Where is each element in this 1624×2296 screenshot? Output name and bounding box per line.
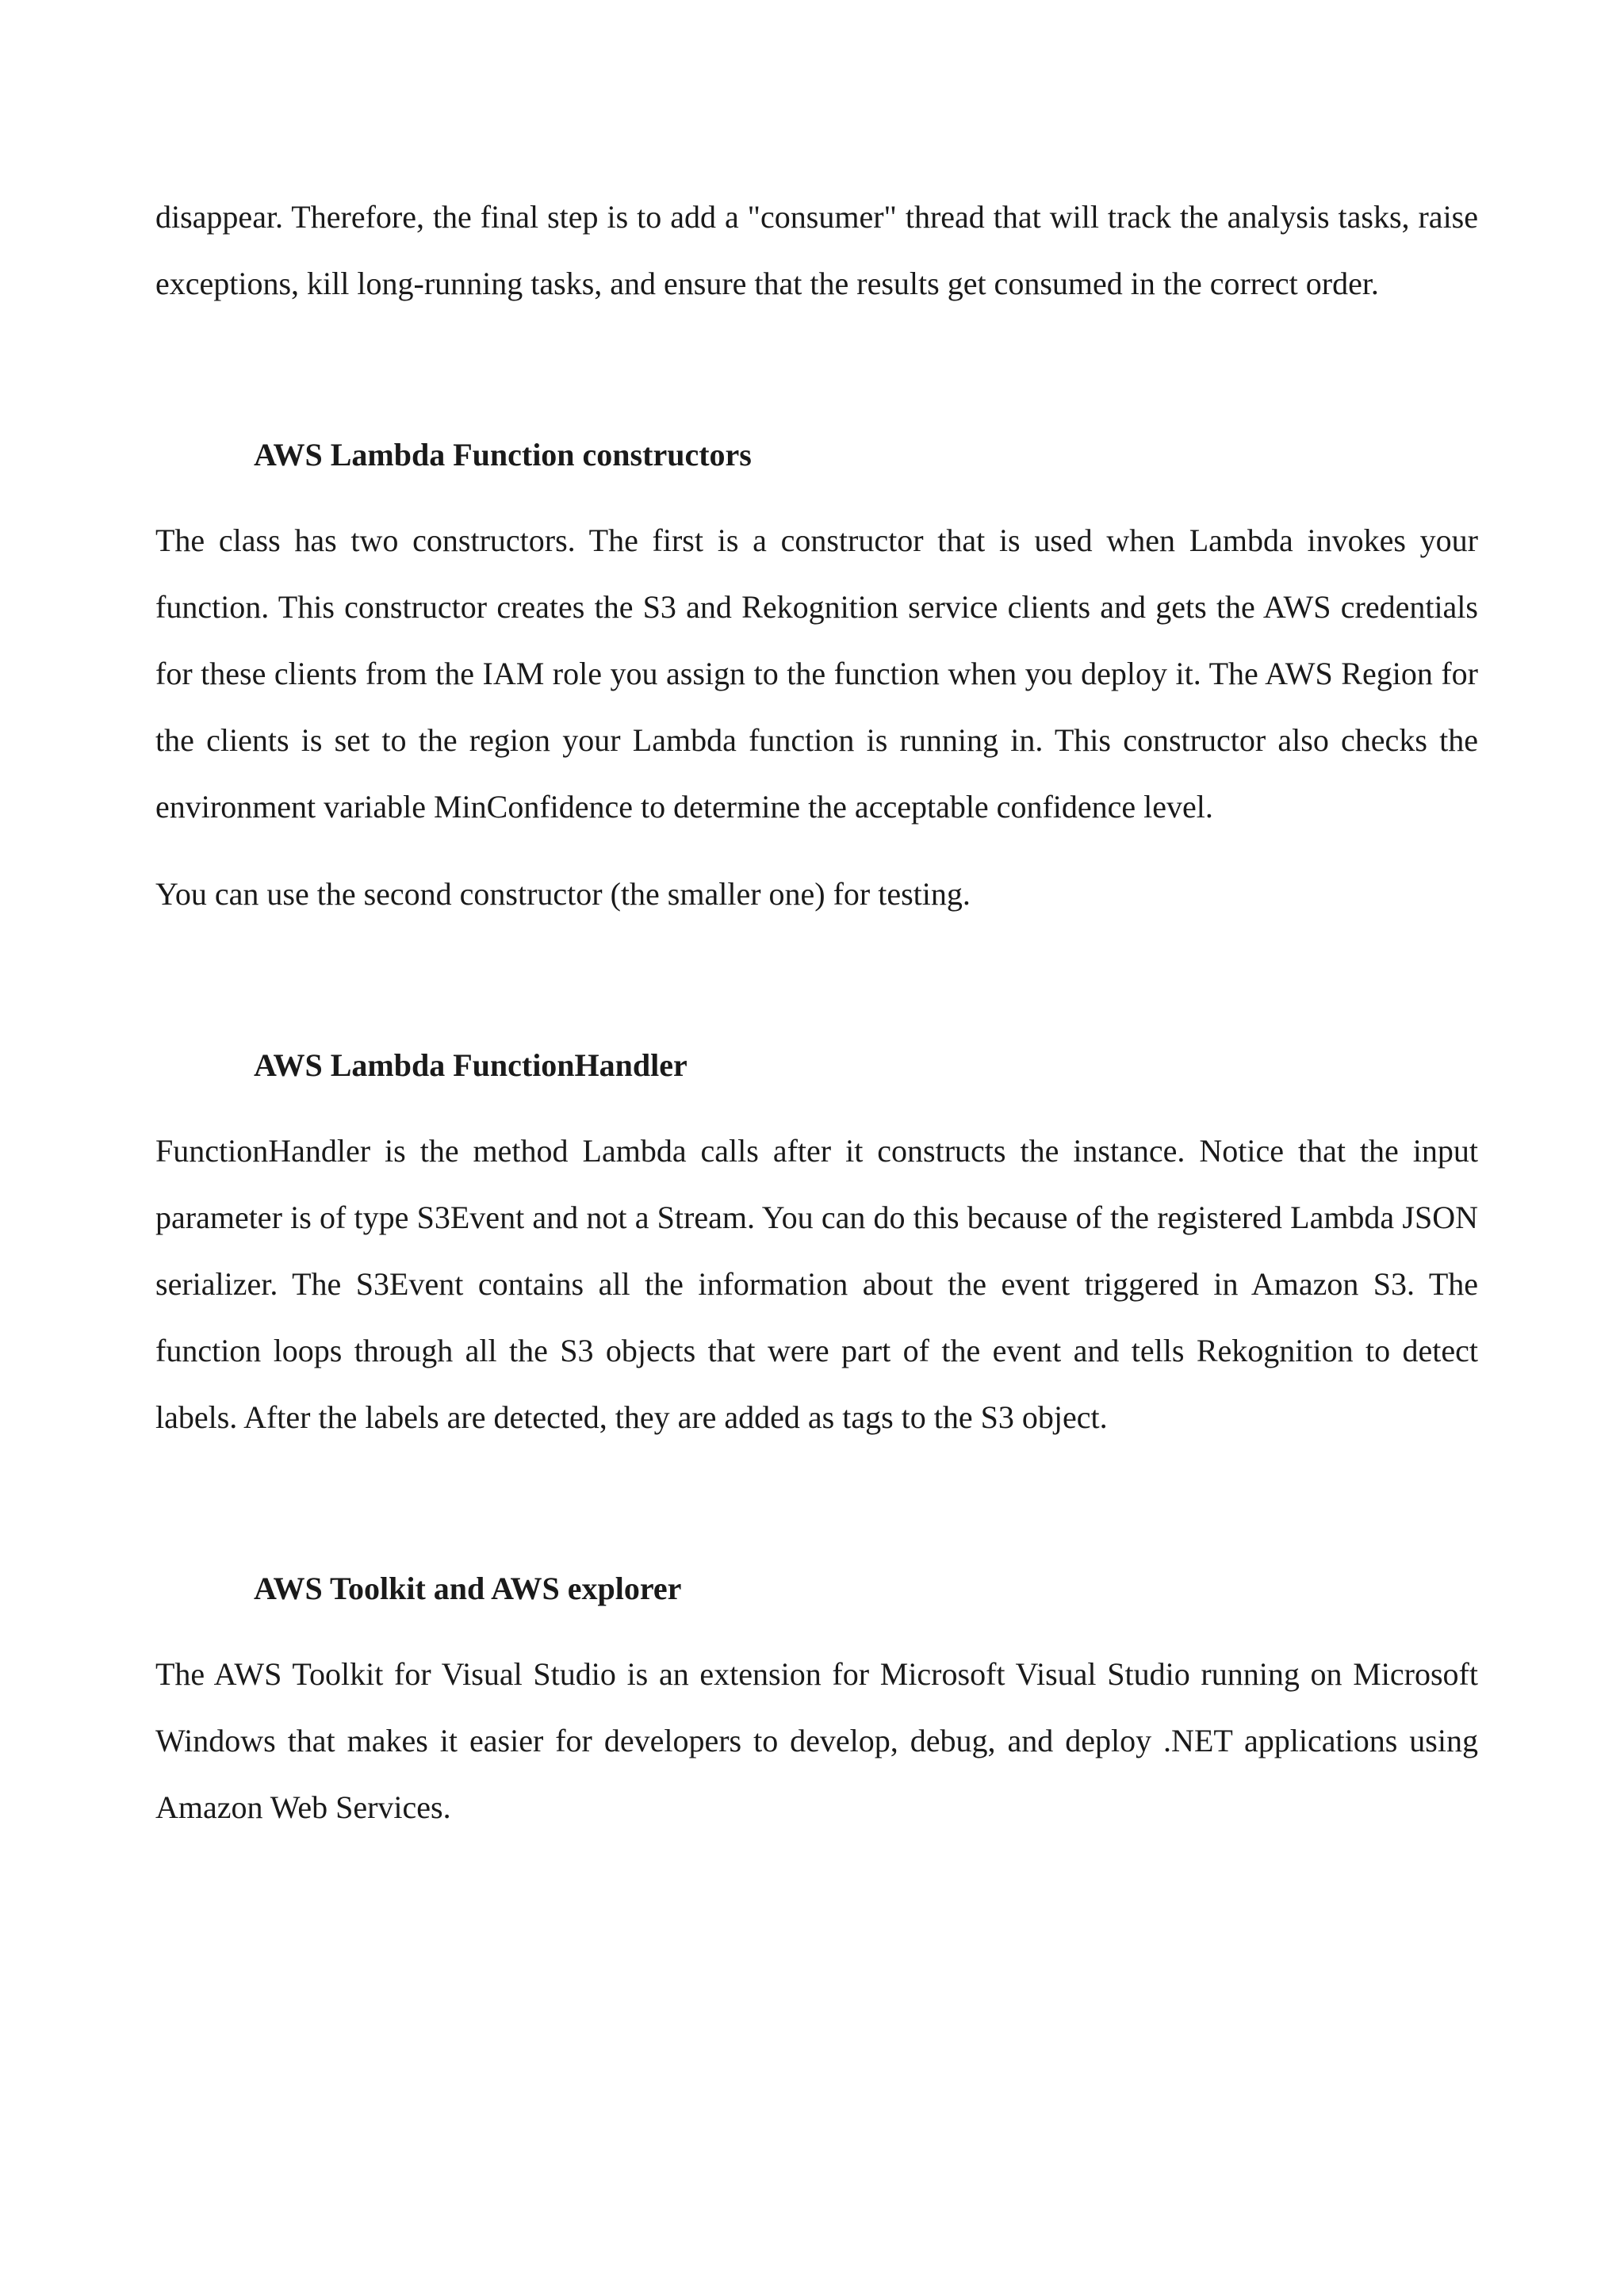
section-spacer bbox=[155, 928, 1478, 1032]
body-paragraph: You can use the second constructor (the smaller one) for testing. bbox=[155, 876, 971, 912]
section-heading: AWS Lambda FunctionHandler bbox=[254, 1047, 688, 1083]
section-heading: AWS Lambda Function constructors bbox=[254, 437, 752, 473]
section-aws-toolkit bbox=[155, 1556, 1478, 1841]
body-paragraph: The AWS Toolkit for Visual Studio is an extension for Microsoft Visual Studio running on Microsoft Windows that makes it easier for developers to develop, debug, and deploy .NET applications using Amazon Web Services. bbox=[155, 1656, 1478, 1825]
section-spacer bbox=[155, 317, 1478, 422]
body-paragraph: FunctionHandler is the method Lambda calls after it constructs the instance. Notice that the input parameter is of type S3Event and not a Stream. You can do this because of the registered Lambda JSON serializer. The S3Event contains all the information about the event triggered in Amazon S3. The function loops through all the S3 objects that were part of the event and tells Rekognition to detect labels. After the labels are detected, they are added as tags to the S3 object. bbox=[155, 1133, 1478, 1435]
intro-paragraph: disappear. Therefore, the final step is to add a "consumer" thread that will track the analysis tasks, raise exceptions, kill long-running tasks, and ensure that the results get consumed in the correct order. bbox=[155, 199, 1478, 301]
section-constructors bbox=[155, 422, 1478, 928]
heading-spacer bbox=[155, 488, 1478, 507]
body-paragraph: The class has two constructors. The first is a constructor that is used when Lambda invokes your function. This constructor creates the S3 and Rekognition service clients and gets the AWS credentials for these clients from the IAM role you assign to the function when you deploy it. The AWS Region for the clients is set to the region your Lambda function is running in. This constructor also checks the environment variable MinConfidence to determine the acceptable confidence level. bbox=[155, 522, 1478, 825]
paragraph-spacer bbox=[155, 840, 1478, 861]
document-page bbox=[155, 184, 1478, 1841]
heading-spacer bbox=[155, 1099, 1478, 1118]
section-spacer bbox=[155, 1451, 1478, 1556]
heading-spacer bbox=[155, 1622, 1478, 1641]
section-function-handler bbox=[155, 1032, 1478, 1451]
section-heading: AWS Toolkit and AWS explorer bbox=[254, 1571, 682, 1606]
